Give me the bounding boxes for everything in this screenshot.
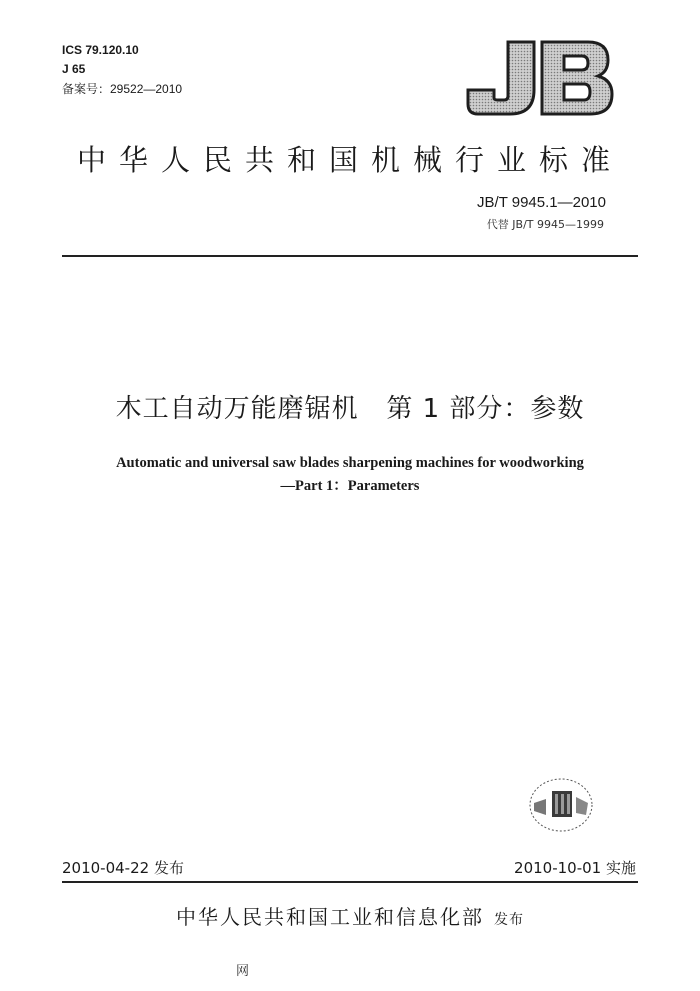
implementation-date: 2010-10-01 实施 — [514, 859, 636, 877]
issuing-authority — [0, 901, 700, 930]
jb-logo — [466, 38, 616, 118]
issuer-name: 中华人民共和国工业和信息化部 — [176, 905, 484, 929]
issue-date: 2010-04-22 发布 — [62, 859, 184, 877]
replaces-standard: 代替 JB/T 9945—1999 — [486, 218, 604, 231]
record-number: 备案号：29522—2010 — [62, 82, 183, 96]
ics-code: ICS 79.120.10 — [62, 43, 139, 57]
footer-mark: 网 — [236, 964, 250, 979]
bottom-divider — [62, 881, 638, 883]
document-title-cn: 木工自动万能磨锯机 第 1 部分：参数 — [115, 394, 585, 424]
library-seal-stamp — [526, 775, 596, 835]
classification-code: J 65 — [62, 62, 86, 76]
top-divider — [62, 255, 638, 257]
title-en-line-2: —Part 1：Parameters — [280, 478, 420, 494]
issuer-suffix: 发布 — [494, 912, 524, 928]
title-en-line-1: Automatic and universal saw blades sharpening machines for woodworking — [116, 455, 584, 471]
document-title-en — [30, 452, 670, 498]
standard-number: JB/T 9945.1—2010 — [477, 194, 606, 211]
standard-org-title: 中华人民共和国机械行业标准 — [76, 143, 623, 177]
